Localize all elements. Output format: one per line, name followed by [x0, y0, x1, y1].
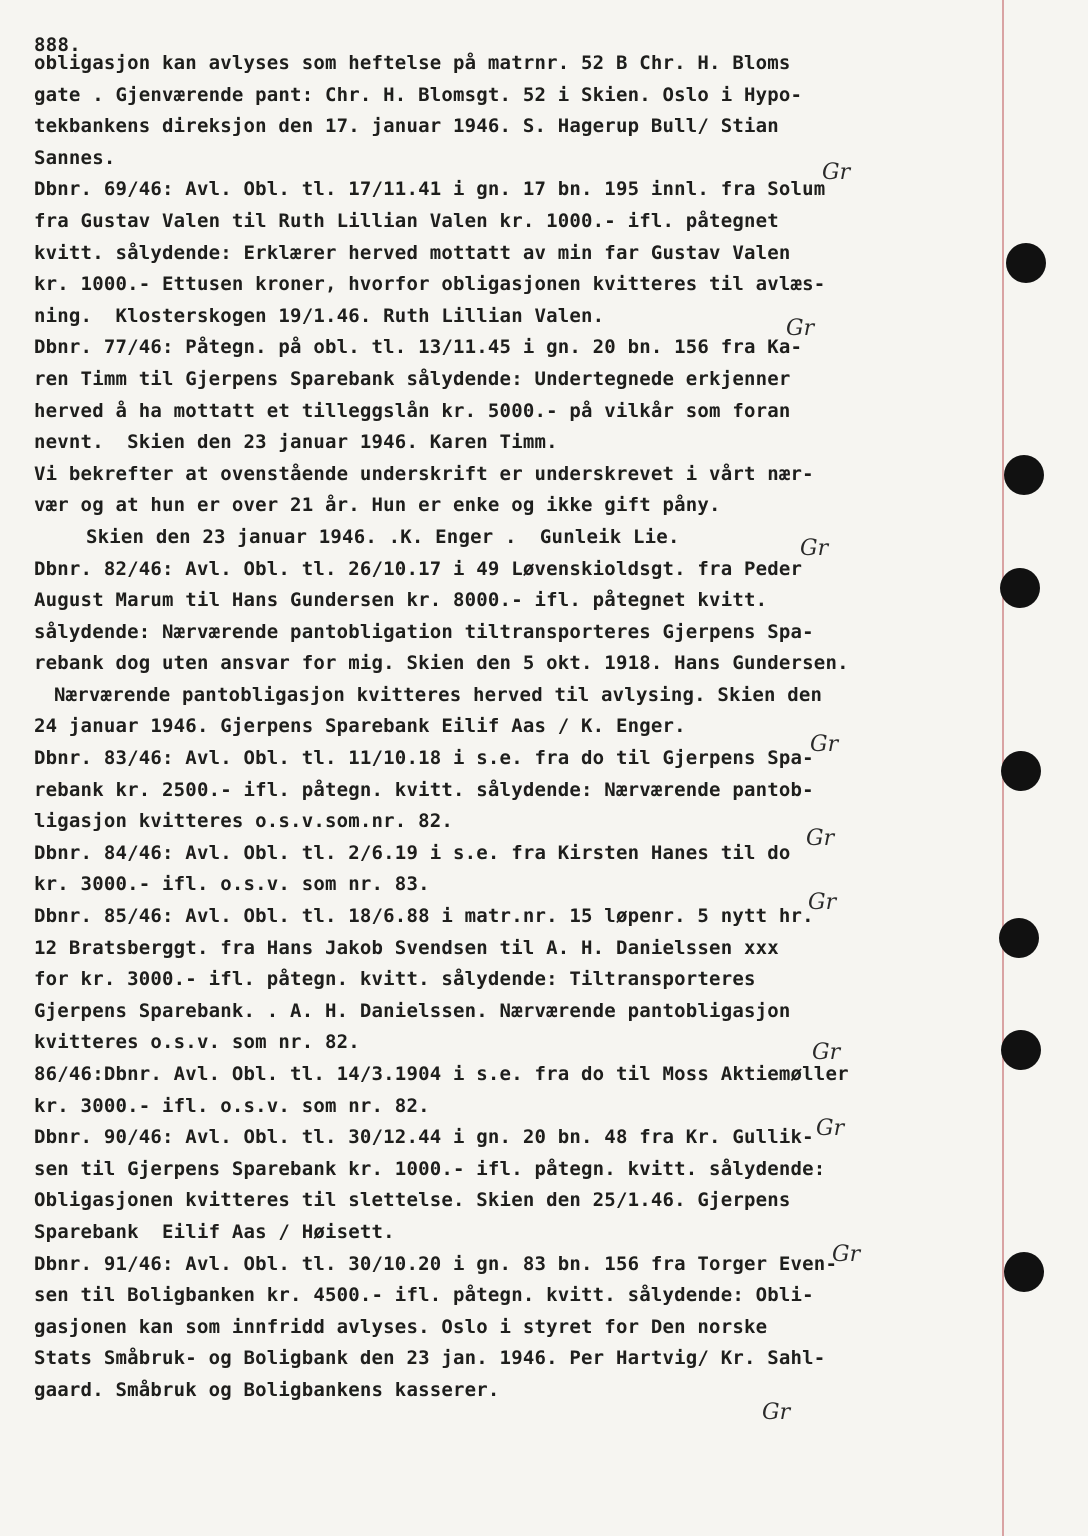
handwritten-initials: Gr [806, 826, 835, 851]
entry-dbnr-86: 86/46:Dbnr. Avl. Obl. tl. 14/3.1904 i s.e. fra do til Moss Aktiemøller [34, 1063, 849, 1085]
handwritten-initials: Gr [812, 1040, 841, 1065]
text-line: 24 januar 1946. Gjerpens Sparebank Eilif Aas / K. Enger. [34, 715, 686, 738]
punch-hole [1004, 455, 1044, 495]
entry-dbnr-77: Dbnr. 77/46: Påtegn. på obl. tl. 13/11.45 i gn. 20 bn. 156 fra Ka- [34, 336, 803, 359]
handwritten-initials: Gr [810, 732, 839, 757]
page-number: 888. [34, 34, 81, 56]
text-line: vær og at hun er over 21 år. Hun er enke og ikke gift påny. [34, 494, 721, 517]
text-line: herved å ha mottatt et tilleggslån kr. 5000.- på vilkår som foran [34, 399, 791, 422]
text-line: Skien den 23 januar 1946. .K. Enger . Gunleik Lie. [86, 525, 680, 548]
handwritten-initials: Gr [786, 316, 815, 341]
punch-hole [1000, 568, 1040, 608]
text-line: rebank dog uten ansvar for mig. Skien den 5 okt. 1918. Hans Gundersen. [34, 652, 849, 675]
text-line: nevnt. Skien den 23 januar 1946. Karen Timm. [34, 431, 558, 454]
entry-dbnr-91: Dbnr. 91/46: Avl. Obl. tl. 30/10.20 i gn. 83 bn. 156 fra Torger Even- [34, 1252, 838, 1275]
entry-dbnr-85: Dbnr. 85/46: Avl. Obl. tl. 18/6.88 i matr.nr. 15 løpenr. 5 nytt hr. [34, 905, 814, 928]
text-line: Stats Småbruk- og Boligbank den 23 jan. 1946. Per Hartvig/ Kr. Sahl- [34, 1347, 826, 1370]
entry-dbnr-84: Dbnr. 84/46: Avl. Obl. tl. 2/6.19 i s.e. fra Kirsten Hanes til do [34, 841, 791, 864]
punch-hole [999, 918, 1039, 958]
text-line: obligasjon kan avlyses som heftelse på matrnr. 52 B Chr. H. Bloms [34, 52, 791, 74]
entry-dbnr-90: Dbnr. 90/46: Avl. Obl. tl. 30/12.44 i gn. 20 bn. 48 fra Kr. Gullik- [34, 1126, 814, 1149]
text-line: sålydende: Nærværende pantobligation tiltransporteres Gjerpens Spa- [34, 620, 814, 643]
text-line: gate . Gjenværende pant: Chr. H. Blomsgt. 52 i Skien. Oslo i Hypo- [34, 83, 803, 106]
text-line: Gjerpens Sparebank. . A. H. Danielssen. Nærværende pantobligasjon [34, 999, 791, 1022]
text-line: August Marum til Hans Gundersen kr. 8000.- ifl. påtegnet kvitt. [34, 589, 768, 612]
text-line: ligasjon kvitteres o.s.v.som.nr. 82. [34, 810, 454, 833]
text-line: rebank kr. 2500.- ifl. påtegn. kvitt. sålydende: Nærværende pantob- [34, 778, 814, 801]
text-line: sen til Boligbanken kr. 4500.- ifl. påtegn. kvitt. sålydende: Obli- [34, 1284, 814, 1307]
entries-text [34, 48, 934, 1407]
text-line: gaard. Småbruk og Boligbankens kasserer. [34, 1378, 500, 1401]
text-line: gasjonen kan som innfridd avlyses. Oslo i styret for Den norske [34, 1315, 768, 1338]
punch-hole [1001, 1030, 1041, 1070]
text-line: Sparebank Eilif Aas / Høisett. [34, 1220, 395, 1243]
text-line: kr. 3000.- ifl. o.s.v. som nr. 83. [34, 873, 430, 896]
text-line: Sannes. [34, 146, 116, 169]
text-line: kr. 1000.- Ettusen kroner, hvorfor obligasjonen kvitteres til avlæs- [34, 273, 826, 296]
text-line: Vi bekrefter at ovenstående underskrift er underskrevet i vårt nær- [34, 462, 814, 485]
handwritten-initials: Gr [800, 536, 829, 561]
handwritten-initials: Gr [822, 160, 851, 185]
handwritten-initials: Gr [832, 1242, 861, 1267]
text-line: for kr. 3000.- ifl. påtegn. kvitt. sålydende: Tiltransporteres [34, 968, 756, 991]
text-line: kvitteres o.s.v. som nr. 82. [34, 1031, 360, 1054]
punch-hole [1001, 751, 1041, 791]
text-line: ning. Klosterskogen 19/1.46. Ruth Lillian Valen. [34, 304, 605, 327]
text-line: fra Gustav Valen til Ruth Lillian Valen kr. 1000.- ifl. påtegnet [34, 209, 779, 232]
punch-hole [1004, 1252, 1044, 1292]
handwritten-initials: Gr [762, 1400, 791, 1425]
text-line: ren Timm til Gjerpens Sparebank sålydende: Undertegnede erkjenner [34, 367, 791, 390]
entry-dbnr-69: Dbnr. 69/46: Avl. Obl. tl. 17/11.41 i gn. 17 bn. 195 innl. fra Solum [34, 178, 826, 201]
punch-hole [1006, 243, 1046, 283]
text-line: 12 Bratsberggt. fra Hans Jakob Svendsen til A. H. Danielssen xxx [34, 936, 779, 959]
handwritten-initials: Gr [816, 1116, 845, 1141]
handwritten-initials: Gr [808, 890, 837, 915]
entry-dbnr-83: Dbnr. 83/46: Avl. Obl. tl. 11/10.18 i s.e. fra do til Gjerpens Spa- [34, 747, 814, 770]
text-line: kvitt. sålydende: Erklærer herved mottatt av min far Gustav Valen [34, 241, 791, 264]
text-line: kr. 3000.- ifl. o.s.v. som nr. 82. [34, 1094, 430, 1117]
text-line: sen til Gjerpens Sparebank kr. 1000.- ifl. påtegn. kvitt. sålydende: [34, 1157, 826, 1180]
text-line: Nærværende pantobligasjon kvitteres herved til avlysing. Skien den [54, 683, 823, 706]
entry-dbnr-82: Dbnr. 82/46: Avl. Obl. tl. 26/10.17 i 49 Løvenskioldsgt. fra Peder [34, 557, 803, 580]
text-line: Obligasjonen kvitteres til slettelse. Skien den 25/1.46. Gjerpens [34, 1189, 791, 1212]
text-line: tekbankens direksjon den 17. januar 1946. S. Hagerup Bull/ Stian [34, 115, 779, 138]
